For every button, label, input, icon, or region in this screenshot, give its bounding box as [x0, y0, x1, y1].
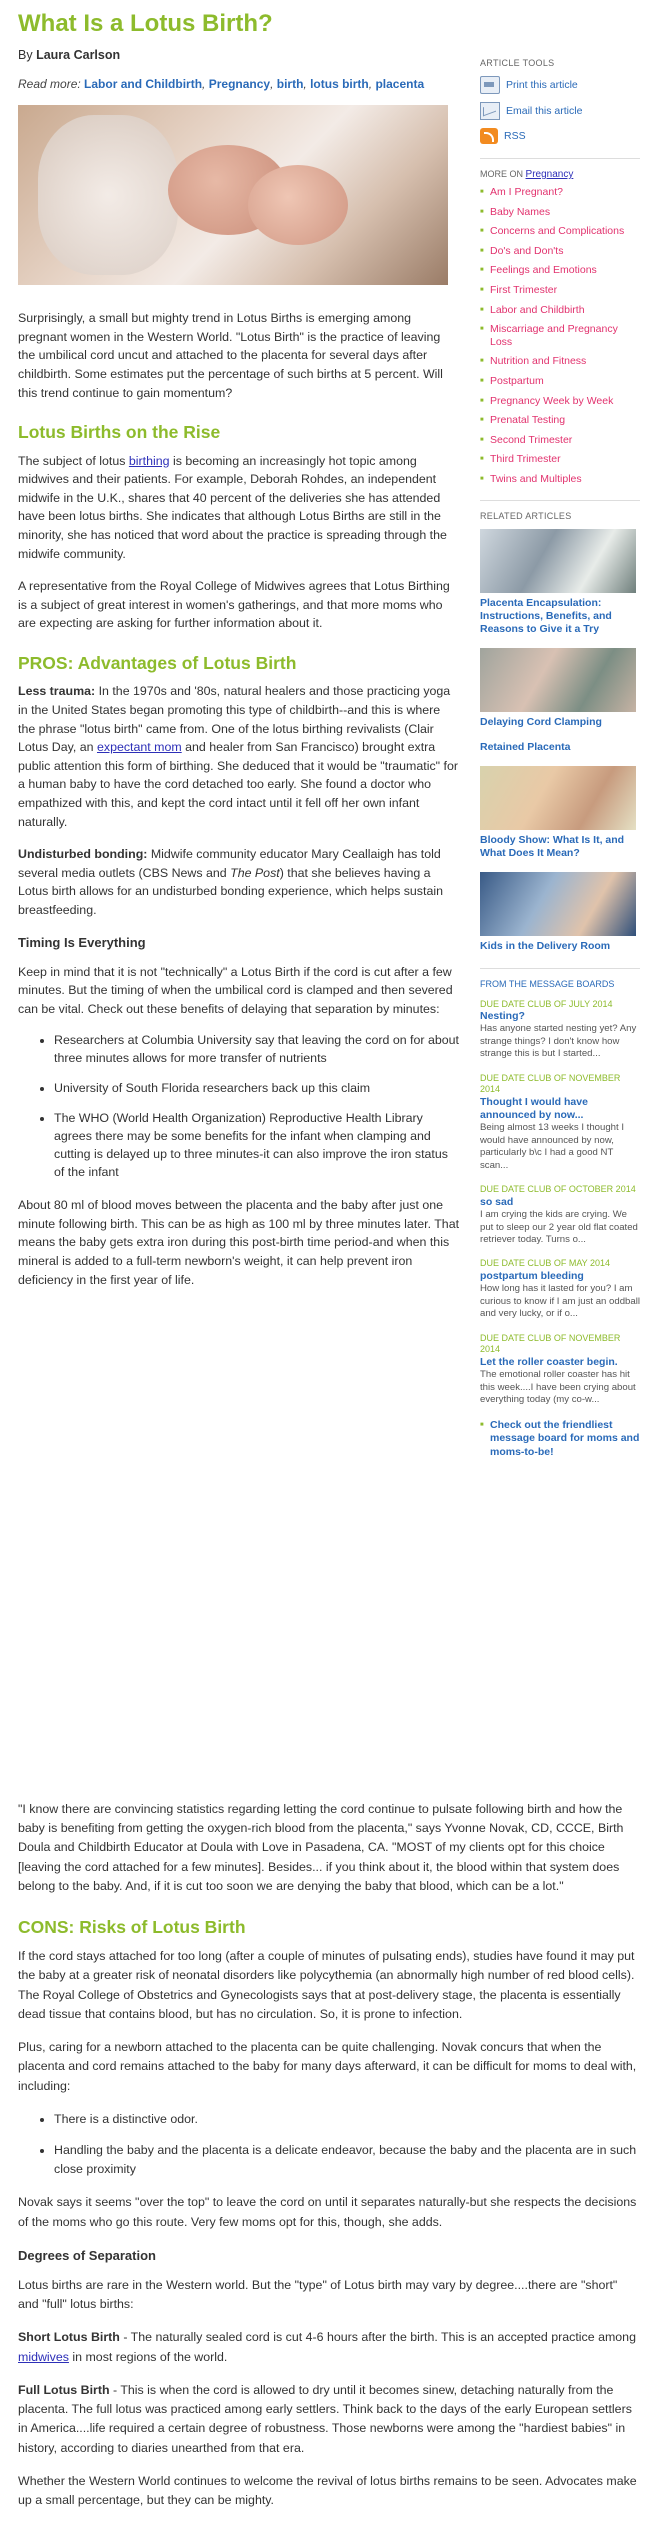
article-continued [18, 1800, 638, 2524]
more-on-item[interactable]: ■ Third Trimester [480, 453, 640, 466]
tag-link[interactable]: lotus birth [310, 76, 369, 91]
list-item: • There is a distinctive odor. [54, 2110, 638, 2129]
message-boards-heading: FROM THE MESSAGE BOARDS [480, 978, 615, 989]
more-on-item[interactable]: ■ Concerns and Complications [480, 225, 640, 238]
more-on-item[interactable]: ■ Do's and Don'ts [480, 245, 640, 258]
more-on-item[interactable]: ■ Miscarriage and Pregnancy Loss [480, 323, 640, 348]
tag-link[interactable]: Pregnancy [208, 76, 271, 91]
paragraph: The subject of lotus birthing is becoming an increasingly hot topic among midwives and their patients. For example, Deborah Rohdes, an independent midwife in the U.K., shares that 40 percent of the deliveries she has attended have been lotus births. She indicates that although Lotus Births are still in the minority, she has noticed that word about the practice is spreading through the midwife community. [18, 453, 447, 561]
board-post[interactable]: DUE DATE CLUB OF NOVEMBER 2014 Thought I would have announced by now... Being almost 13 weeks I thought I would have announced by now, particularly b\c I had a good NT scan... [480, 1072, 624, 1171]
print-icon [480, 76, 500, 94]
board-post[interactable]: DUE DATE CLUB OF JULY 2014 Nesting? Has anyone started nesting yet? Any strange things? I don't know how strange this is but I started... [480, 998, 637, 1060]
closing-paragraph: Whether the Western World continues to welcome the revival of lotus births remains to be seen. Advocates make up a small percentage, but they can be mighty. [18, 2473, 637, 2507]
related-thumbnail[interactable] [480, 872, 636, 936]
related-thumbnail[interactable] [480, 529, 636, 593]
related-article-link[interactable]: Delaying Cord Clamping [480, 715, 602, 728]
list-item: • Researchers at Columbia University say that leaving the cord on for about three minutes allows for more transfer of nutrients [54, 1032, 460, 1068]
section-heading: Lotus Births on the Rise [18, 422, 221, 443]
article-tools-heading: ARTICLE TOOLS [480, 58, 555, 68]
related-article-link[interactable]: Placenta Encapsulation: Instructions, Benefits, and Reasons to Give it a Try [480, 596, 612, 635]
paragraph: Less trauma: In the 1970s and '80s, natural healers and those practicing yoga in the United States began promoting this type of childbirth--and this is where the phrase "lotus birth" came from. One of the lotus birthing revivalists (Clair Lotus Day, an expectant mom and healer from San Francisco) brought extra public attention this form of birthing. She deduced that it would be "traumatic" for a human baby to have the cord detached too early. She found a doctor who empathized with this, and kept the cord intact until it fell off her own infant naturally. [18, 684, 458, 829]
email-icon [480, 102, 500, 120]
message-board-cta-link[interactable]: ■ Check out the friendliest message board for moms and moms-to-be! [480, 1419, 640, 1460]
sidebar [480, 58, 640, 1459]
birthing-link[interactable]: birthing [128, 453, 170, 468]
tag-link[interactable]: birth [276, 76, 304, 91]
rss-icon [480, 128, 498, 144]
timing-list [18, 1032, 460, 1182]
read-more: Read more: Labor and Childbirth, Pregnancy, birth, lotus birth, placenta [18, 76, 425, 91]
board-post[interactable]: DUE DATE CLUB OF NOVEMBER 2014 Let the roller coaster begin. The emotional roller coaster has hit this week....I have been crying about everything today (my co-w... [480, 1332, 636, 1406]
more-on-item[interactable]: ■ Second Trimester [480, 434, 640, 447]
paragraph: Undisturbed bonding: Midwife community educator Mary Ceallaigh has told several media outlets (CBS News and The Post) that she believes having a Lotus birth allows for an undisturbed bonding experience, which helps sustain breastfeeding. [18, 847, 443, 918]
related-article-link[interactable]: Kids in the Delivery Room [480, 940, 611, 953]
board-post[interactable]: DUE DATE CLUB OF MAY 2014 postpartum bleeding How long has it lasted for you? I am curious to know if I am just an oddball and very lucky, or if o... [480, 1258, 640, 1320]
article-title: What Is a Lotus Birth? [18, 10, 273, 37]
section-heading: CONS: Risks of Lotus Birth [18, 1917, 246, 1938]
section-heading: PROS: Advantages of Lotus Birth [18, 653, 297, 674]
print-article-link[interactable]: Print this article [480, 76, 640, 94]
paragraph: Lotus births are rare in the Western world. But the "type" of Lotus birth may vary by degree....there are "short" and "full" lotus births: [18, 2277, 618, 2312]
quote-paragraph: "I know there are convincing statistics regarding letting the cord continue to pulsate following birth and how the baby is benefiting from getting the oxygen-rich blood from the placenta," says Yvonne Novak, CD, CCCE, Birth Doula and Childbirth Educator at Doula with Love in Pasadena, CA. "MOST of my clients opt for this choice [leaving the cord attached for a few minutes]. Besides... if you think about it, the blood within that system does belong to the baby. And, if it is cut too soon we are denying the baby that blood, which can be a lot." [18, 1802, 624, 1893]
more-on-item[interactable]: ■ Nutrition and Fitness [480, 355, 640, 368]
list-item: • The WHO (World Health Organization) Reproductive Health Library agrees there may be some benefits for the infant when clamping and cutting is delayed up to three minutes-it can also improve the iron status of the infant [54, 1110, 460, 1182]
cons-list [18, 2110, 638, 2180]
paragraph: Short Lotus Birth - The naturally sealed cord is cut 4-6 hours after the birth. This is an accepted practice among midwives in most regions of the world. [18, 2330, 636, 2364]
more-on-item[interactable]: ■ Postpartum [480, 375, 640, 388]
related-thumbnail[interactable] [480, 766, 636, 830]
expectant-mom-link[interactable]: expectant mom [96, 740, 182, 755]
subheading: Degrees of Separation [18, 2247, 156, 2263]
paragraph: Full Lotus Birth - This is when the cord is allowed to dry until it becomes sinew, detaching naturally from the placenta. The full lotus was practiced among early settlers. Think back to the days of the early European settlers in America....life required a certain degree of robustness. Those newborns were among the "hardiest babies" in history, according to diaries unearthed from that era. [18, 2382, 632, 2455]
more-on-item[interactable]: ■ Am I Pregnant? [480, 186, 640, 199]
read-more-label: Read more: [18, 76, 81, 91]
paragraph: Novak says it seems "over the top" to leave the cord on until it separates naturally-but she respects the decisions of the moms who go this route. Very few moms opt for this, though, she adds. [18, 2195, 637, 2229]
more-on-item[interactable]: ■ First Trimester [480, 284, 640, 297]
paragraph: About 80 ml of blood moves between the placenta and the baby after just one minute following birth. This can be as high as 100 ml by three minutes later. That means the baby gets extra iron during this post-birth time period-and when this mineral is added to a full-term newborn's weight, it can help prevent iron deficiency in the first year of life. [18, 1198, 460, 1287]
list-item: • University of South Florida researchers back up this claim [54, 1080, 460, 1098]
related-thumbnail[interactable] [480, 648, 636, 712]
byline-prefix: By [18, 47, 33, 62]
more-on-pregnancy-link[interactable]: Pregnancy [525, 169, 574, 180]
paragraph: A representative from the Royal College of Midwives agrees that Lotus Birthing is a subject of great interest in women's gatherings, and that more moms who are expecting are asking for further information about it. [18, 579, 450, 631]
more-on-item[interactable]: ■ Baby Names [480, 206, 640, 219]
tag-link[interactable]: placenta [375, 76, 425, 91]
more-on-item[interactable]: ■ Twins and Multiples [480, 473, 640, 486]
more-on-item[interactable]: ■ Prenatal Testing [480, 414, 640, 427]
list-item: • Handling the baby and the placenta is a delicate endeavor, because the baby and the placenta are in such close proximity [54, 2141, 638, 2179]
related-article-link[interactable]: Retained Placenta [480, 741, 571, 753]
related-articles-heading: RELATED ARTICLES [480, 510, 572, 521]
more-on-list [480, 186, 640, 486]
more-on-item[interactable]: ■ Labor and Childbirth [480, 304, 640, 317]
intro-paragraph: Surprisingly, a small but mighty trend in Lotus Births is emerging among pregnant women in the Western World. "Lotus Birth" is the practice of leaving the umbilical cord uncut and attached to the placenta for several days after childbirth. Some estimates put the percentage of such births at 5 percent. Will this trend continue to gain momentum? [18, 311, 443, 400]
tag-link[interactable]: Labor and Childbirth [84, 76, 203, 91]
subheading: Timing Is Everything [18, 934, 146, 950]
byline [18, 46, 460, 64]
paragraph: Keep in mind that it is not "technically" a Lotus Birth if the cord is cut after a few minutes. But the timing of when the umbilical cord is clamped and then severed can be vital. Check out these benefits of delaying that separation by minutes: [18, 964, 453, 1016]
midwives-link[interactable]: midwives [18, 2349, 69, 2364]
related-article-link[interactable]: Bloody Show: What Is It, and What Does It Mean? [480, 834, 625, 860]
more-on-heading: MORE ON Pregnancy [480, 169, 574, 180]
author-name: Laura Carlson [36, 47, 121, 62]
article [18, 10, 460, 1303]
paragraph: If the cord stays attached for too long (after a couple of minutes of pulsating ends), studies have found it may put the baby at a greater risk of neonatal disorders like polycythemia (an abnormally high number of red blood cells). The Royal College of Obstetrics and Gynecologists says that at post-delivery stage, the placenta is essentially dead tissue that contains blood, but has no circulation. So, it is prone to infection. [18, 1949, 635, 2021]
more-on-item[interactable]: ■ Pregnancy Week by Week [480, 395, 640, 408]
hero-image-baby-feet [18, 105, 448, 285]
board-post[interactable]: DUE DATE CLUB OF OCTOBER 2014 so sad I am crying the kids are crying. We put to sleep our 2 year old flat coated retriever today. Turns o... [480, 1184, 638, 1245]
paragraph: Plus, caring for a newborn attached to the placenta can be quite challenging. Novak concurs that when the placenta and cord remains attached to the baby for many days afterward, it can be difficult for moms to deal with, including: [18, 2040, 637, 2093]
rss-link[interactable]: RSS [480, 128, 640, 144]
more-on-item[interactable]: ■ Feelings and Emotions [480, 264, 640, 277]
email-article-link[interactable]: Email this article [480, 102, 640, 120]
